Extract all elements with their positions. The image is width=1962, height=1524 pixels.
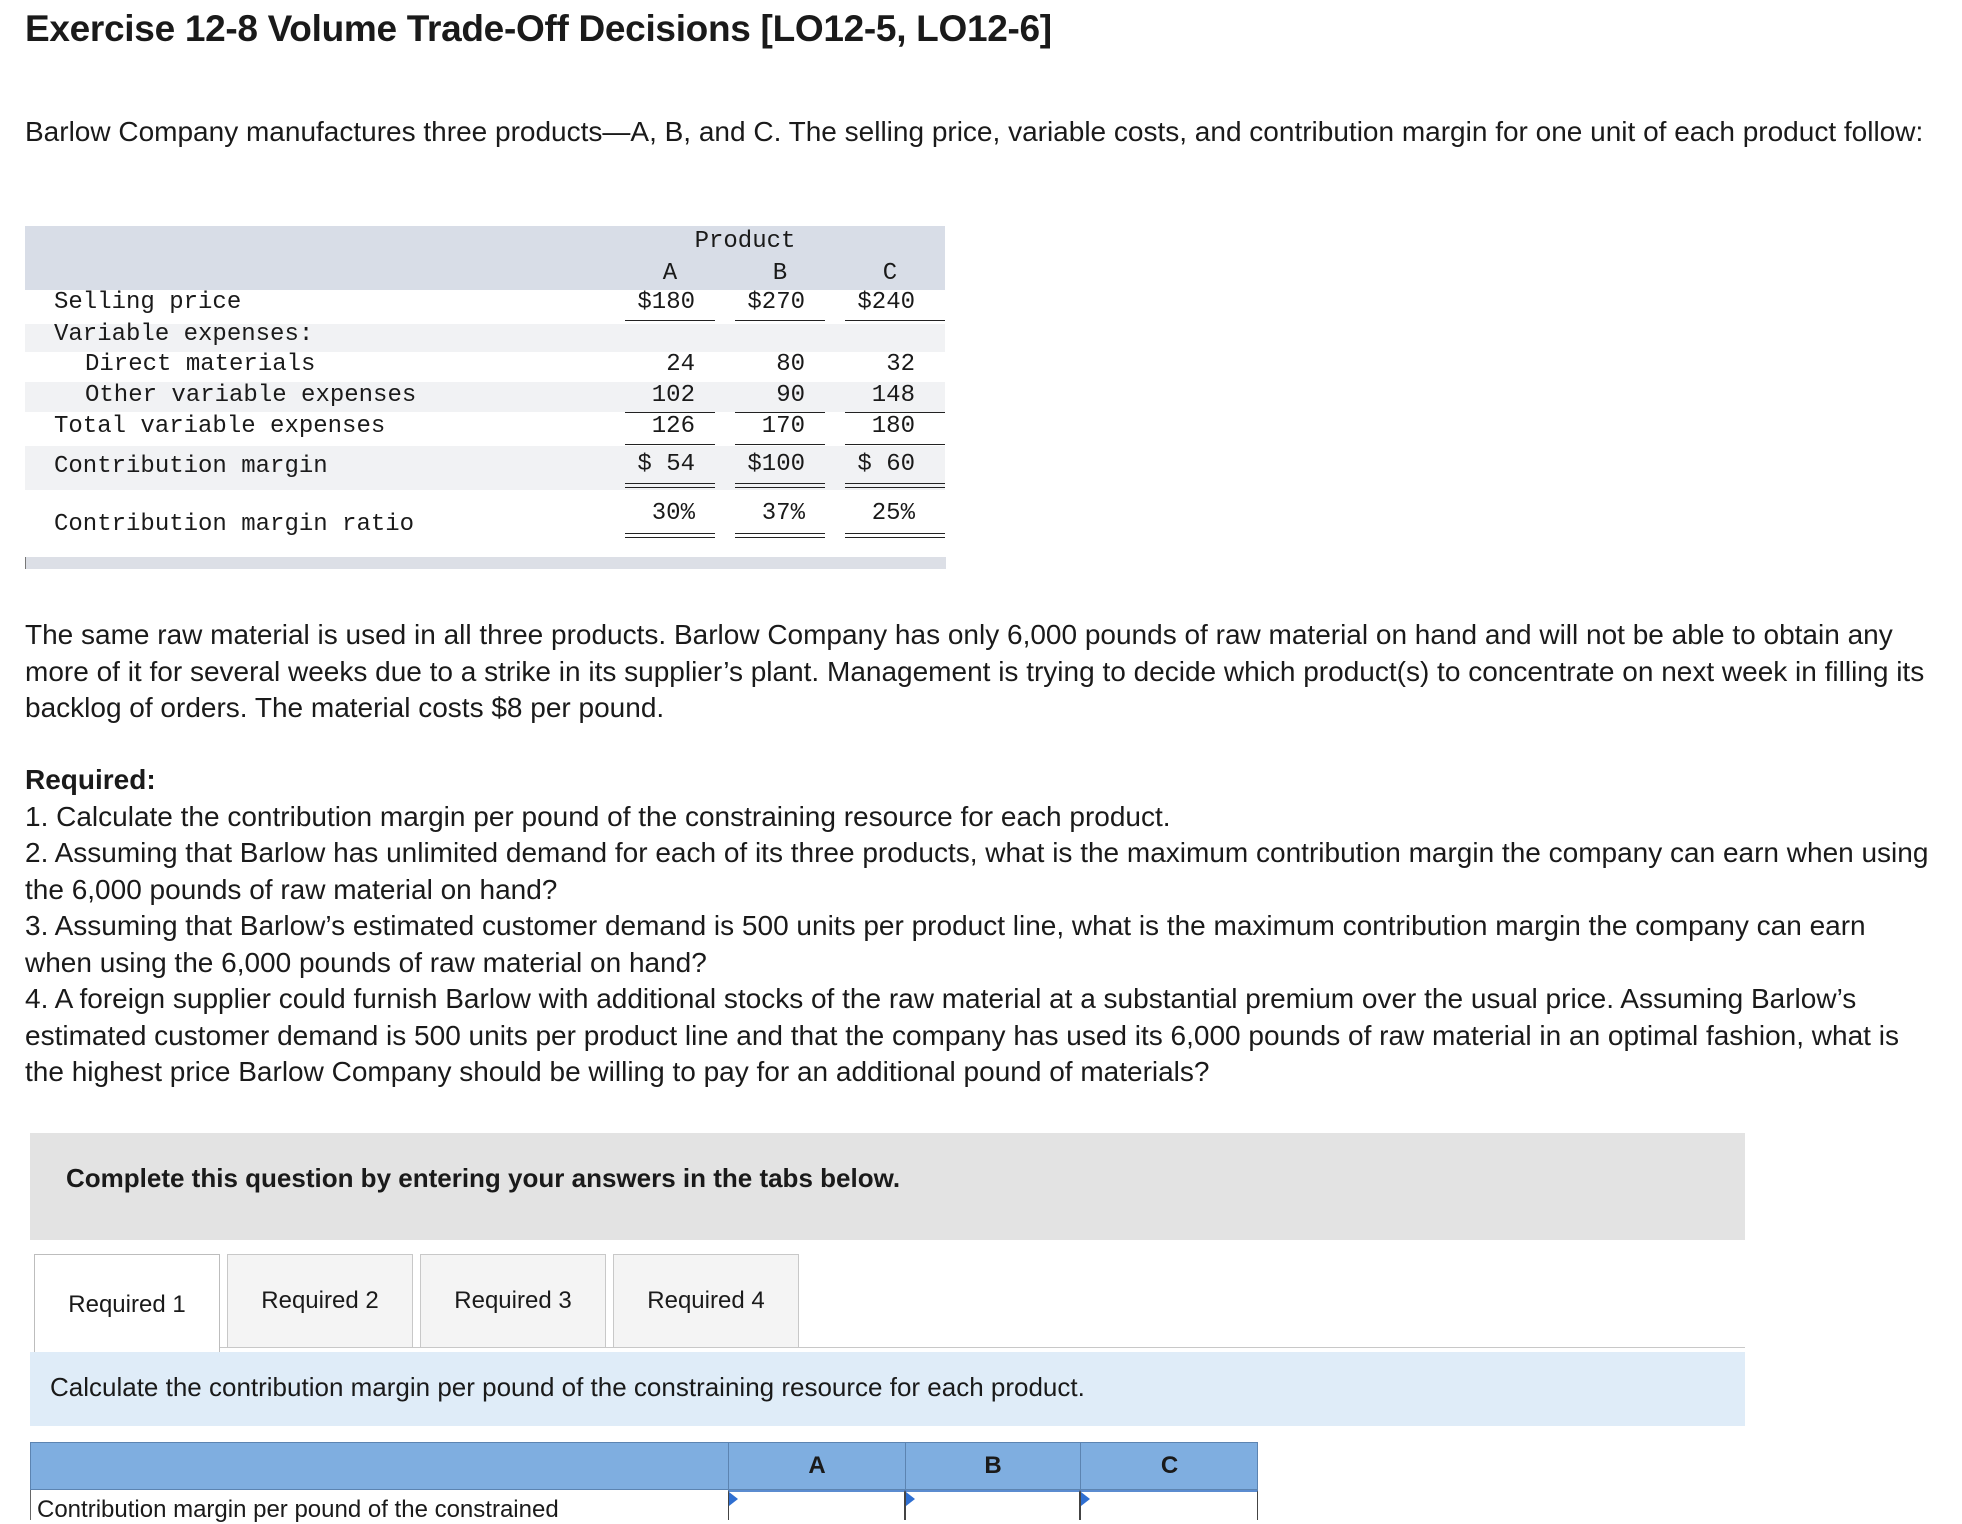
table-rule — [735, 444, 825, 445]
table-cell: $ 60 — [857, 451, 915, 478]
table-cell: 80 — [776, 351, 805, 378]
table-rule — [845, 444, 945, 445]
input-flag-icon — [729, 1492, 738, 1506]
table-cell: 148 — [871, 382, 915, 409]
table-cell: $ 54 — [637, 451, 695, 478]
input-flag-icon — [1081, 1492, 1090, 1506]
row-label-total-variable: Total variable expenses — [54, 413, 386, 440]
table-cell: 32 — [886, 351, 915, 378]
product-table — [25, 226, 945, 570]
required-item: 2. Assuming that Barlow has unlimited demand for each of its three products, what is the maximum contribution margin the company can earn when using the 6,000 pounds of raw material on hand? — [25, 837, 1929, 905]
scenario-paragraph: The same raw material is used in all three products. Barlow Company has only 6,000 pounds of raw material on hand and will not be able to obtain any more of it for several weeks due to a strike in its supplier’s plant. Management is trying to decide which product(s) to concentrate on next week in filling its backlog of orders. The material costs $8 per pound. — [25, 619, 1925, 723]
instruction-box — [30, 1133, 1745, 1240]
table-rule — [845, 320, 945, 321]
column-header-a: A — [662, 260, 678, 287]
table-rule — [735, 320, 825, 321]
answer-input-b[interactable] — [905, 1490, 1080, 1520]
answer-input-c[interactable] — [1080, 1490, 1258, 1520]
intro-text: Barlow Company manufactures three products—A, B, and C. The selling price, variable costs, and contribution margin for one unit of each product follow: — [25, 116, 1924, 147]
answer-column-b: B — [905, 1442, 1080, 1490]
row-label-variable-expenses: Variable expenses: — [54, 321, 314, 348]
required-item: 4. A foreign supplier could furnish Barlow with additional stocks of the raw material at a substantial premium over the usual price. Assuming Barlow’s estimated customer demand is 500 units per product line and that the company has used its 6,000 pounds of raw material in an optimal fashion, what is the highest price Barlow Company should be willing to pay for an additional pound of materials? — [25, 983, 1899, 1087]
table-cell: $100 — [747, 451, 805, 478]
answer-input-a[interactable] — [728, 1490, 905, 1520]
product-group-header: Product — [694, 228, 796, 255]
answer-table — [30, 1442, 1258, 1523]
table-rule — [735, 412, 825, 413]
table-cell: 37% — [761, 500, 805, 527]
table-cell: 25% — [871, 500, 915, 527]
question-bar — [30, 1352, 1745, 1426]
question-text: Calculate the contribution margin per pound of the constraining resource for each product. — [50, 1372, 1085, 1402]
table-double-rule — [845, 533, 945, 538]
tabs-baseline — [220, 1347, 1745, 1348]
required-heading: Required: — [25, 764, 156, 795]
table-double-rule — [845, 483, 945, 488]
table-cell: 24 — [666, 351, 695, 378]
table-cell: $180 — [637, 289, 695, 316]
table-horizontal-scrollbar[interactable] — [25, 557, 946, 569]
column-header-b: B — [772, 260, 788, 287]
answer-column-c: C — [1080, 1442, 1258, 1490]
required-section — [25, 762, 1935, 1091]
column-header-c: C — [882, 260, 898, 287]
exercise-title: Exercise 12-8 Volume Trade-Off Decisions [LO12-5, LO12-6] — [25, 8, 1052, 49]
row-label-contribution-margin: Contribution margin — [54, 453, 328, 480]
row-label-selling-price: Selling price — [54, 289, 242, 316]
row-label-direct-materials: Direct materials — [85, 351, 316, 378]
answer-row-label: Contribution margin per pound of the constrained — [30, 1490, 728, 1520]
table-cell: 30% — [651, 500, 695, 527]
table-double-rule — [625, 483, 715, 488]
table-rule — [625, 412, 715, 413]
table-cell: 126 — [651, 413, 695, 440]
table-rule — [625, 444, 715, 445]
tab-required-4[interactable]: Required 4 — [613, 1254, 799, 1348]
required-item: 1. Calculate the contribution margin per pound of the constraining resource for each product. — [25, 800, 1171, 832]
table-cell: 90 — [776, 382, 805, 409]
answer-column-a: A — [728, 1442, 905, 1490]
table-double-rule — [735, 483, 825, 488]
table-rule — [845, 412, 945, 413]
tab-required-3[interactable]: Required 3 — [420, 1254, 606, 1348]
table-cell: 170 — [761, 413, 805, 440]
row-label-other-variable: Other variable expenses — [85, 382, 417, 409]
row-label-cm-ratio: Contribution margin ratio — [54, 511, 415, 538]
table-double-rule — [625, 533, 715, 538]
tab-required-1[interactable]: Required 1 — [34, 1254, 220, 1354]
table-cell: 180 — [871, 413, 915, 440]
table-double-rule — [735, 533, 825, 538]
instruction-text: Complete this question by entering your answers in the tabs below. — [66, 1163, 901, 1193]
tab-required-2[interactable]: Required 2 — [227, 1254, 413, 1348]
table-rule — [625, 320, 715, 321]
table-cell: $270 — [747, 289, 805, 316]
table-cell: 102 — [651, 382, 695, 409]
required-item: 3. Assuming that Barlow’s estimated customer demand is 500 units per product line, what is the maximum contribution margin the company can earn when using the 6,000 pounds of raw material on hand? — [25, 910, 1866, 978]
table-cell: $240 — [857, 289, 915, 316]
input-flag-icon — [906, 1492, 915, 1506]
